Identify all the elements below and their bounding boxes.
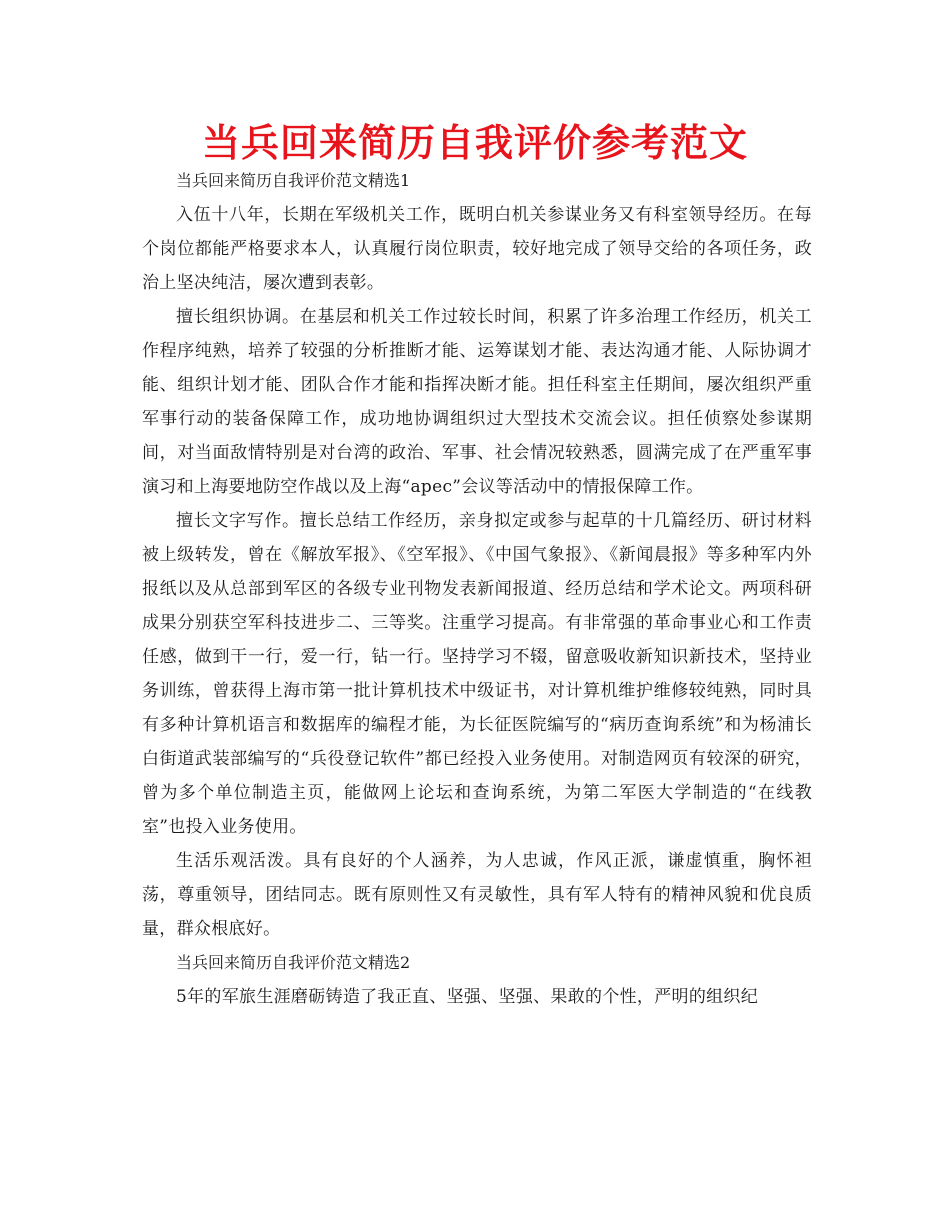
paragraph: 生活乐观活泼。具有良好的个人涵养，为人忠诚，作风正派，谦虚慎重，胸怀袒荡，尊重领导，团结同志。既有原则性又有灵敏性，具有军人特有的精神风貌和优良质量，群众根底好。 [142,851,812,939]
paragraph: 擅长组织协调。在基层和机关工作过较长时间，积累了许多治理工作经历，机关工作程序纯熟，培养了较强的分析推断才能、运筹谋划才能、表达沟通才能、人际协调才能、组织计划才能、团队合作才能和指挥决断才能。担任科室主任期间，屡次组织严重军事行动的装备保障工作，成功地协调组织过大型技术交流会议。担任侦察处参谋期间，对当面敌情特别是对台湾的政治、军事、社会情况较熟悉，圆满完成了在严重军事演习和上海要地防空作战以及上海“apec”会议等活动中的情报保障工作。 [142,307,812,497]
document-body [142,164,812,1014]
document-title: 当兵回来简历自我评价参考范文 [201,121,748,165]
section-heading-1: 当兵回来简历自我评价范文精选1 [176,171,411,190]
paragraph: 擅长文字写作。擅长总结工作经历，亲身拟定或参与起草的十几篇经历、研讨材料被上级转发，曾在《解放军报》、《空军报》、《中国气象报》、《新闻晨报》等多种军内外报纸以及从总部到军区的各级专业刊物发表新闻报道、经历总结和学术论文。两项科研成果分别获空军科技进步二、三等奖。注重学习提高。有非常强的革命事业心和工作责任感，做到干一行，爱一行，钻一行。坚持学习不辍，留意吸收新知识新技术，坚持业务训练，曾获得上海市第一批计算机技术中级证书，对计算机维护维修较纯熟，同时具有多种计算机语言和数据库的编程才能，为长征医院编写的“病历查询系统”和为杨浦长白街道武装部编写的“兵役登记软件”都已经投入业务使用。对制造网页有较深的研究，曾为多个单位制造主页，能做网上论坛和查询系统，为第二军医大学制造的“在线教室”也投入业务使用。 [142,511,812,837]
paragraph: 5年的军旅生涯磨砺铸造了我正直、坚强、坚强、果敢的个性，严明的组织纪 [176,987,759,1007]
paragraph: 入伍十八年，长期在军级机关工作，既明白机关参谋业务又有科室领导经历。在每个岗位都能严格要求本人，认真履行岗位职责，较好地完成了领导交给的各项任务，政治上坚决纯洁，屡次遭到表彰。 [142,205,812,293]
section-heading-2: 当兵回来简历自我评价范文精选2 [176,953,411,972]
